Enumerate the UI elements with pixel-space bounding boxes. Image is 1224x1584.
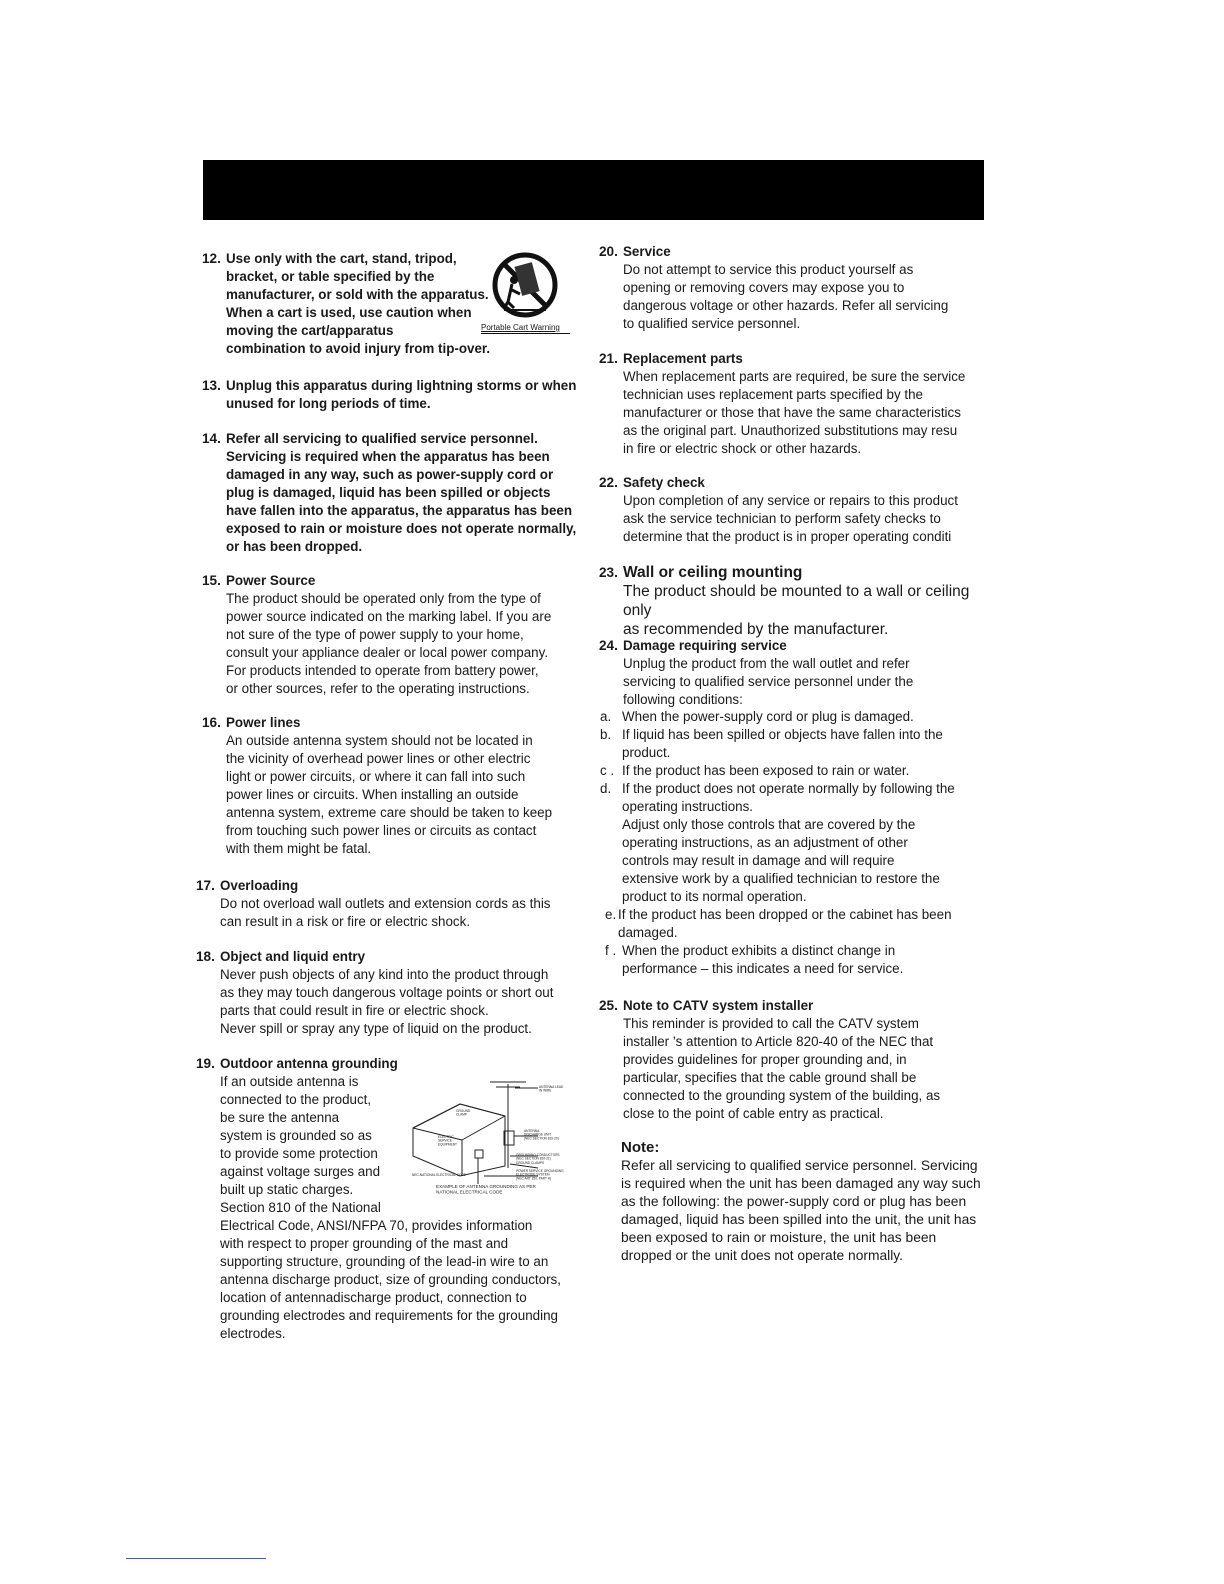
item-text: Electrical Code, ANSI/NFPA 70, provides information with respect to proper grounding of the mast and supporting structure, grounding of the lead-in wire to an antenna discharge product, size of grounding conductors, location of antennadischarge product, connection to grounding electrodes and requirements for the grounding electrodes. xyxy=(220,1218,561,1341)
note-text: Refer all servicing to qualified service personnel. Servicing is required when the unit has been damaged any way such as the following: the power-supply cord or plug has been damaged, liquid has been spilled into the unit, the unit has been exposed to rain or moisture, the unit has been dropped or the unit does not operate normally. xyxy=(621,1158,981,1263)
condition-f xyxy=(605,942,995,978)
item-text-wrap: If an outside antenna is connected to the product, be sure the antenna system is grounded so as to provide some protection against voltage surges and built up static charges. Section 810 of the National xyxy=(220,1074,381,1215)
item-text: Do not attempt to service this product yourself as opening or removing covers may expose you to dangerous voltage or other hazards. Refer all servicing to qualified service personnel. xyxy=(623,262,949,331)
caption-underline xyxy=(481,333,570,334)
item-text: Upon completion of any service or repairs to this product ask the service technician to perform safety checks to determine that the product is in proper operating conditi xyxy=(623,493,958,544)
item-title: Power Source xyxy=(226,573,316,588)
footer-rule xyxy=(126,1558,266,1559)
condition-a xyxy=(600,708,990,726)
item-25 xyxy=(599,997,989,1123)
label-lead-in: ANTENNA LEAD IN WIRE xyxy=(539,1085,564,1093)
condition-letter: d. xyxy=(600,781,612,796)
condition-text: If the product does not operate normally by following the operating instructions. Adjust only those controls that are covered by the operating instructions, as an adjustment of other controls may result in damage and will require extensive work by a qualified technician to restore the product to its normal operation. xyxy=(622,781,955,904)
item-17 xyxy=(196,877,586,931)
item-text: This reminder is provided to call the CATV system installer ’s attention to Article 820-40 of the NEC that provides guidelines for proper grounding and, in particular, specifies that the cable ground shall be connected to the grounding system of the building, as close to the point of cable entry as practical. xyxy=(623,1016,941,1121)
note xyxy=(621,1139,993,1265)
label-clamps: GROUND CLAMPS xyxy=(516,1161,545,1165)
antenna-grounding-diagram xyxy=(410,1076,585,1198)
label-service: ELECTRIC SERVICE EQUIPMENT xyxy=(438,1135,457,1147)
item-number: 19. xyxy=(196,1056,215,1071)
condition-letter: c . xyxy=(600,763,615,778)
item-24 xyxy=(599,637,989,709)
item-22 xyxy=(599,474,989,546)
label-clamp: GROUND CLAMP xyxy=(456,1109,471,1117)
item-number: 13. xyxy=(202,378,221,393)
item-text: Use only with the cart, stand, tripod, bracket, or table specified by the manufacturer, or sold with the apparatus. When a cart is used, use caution when moving the cart/apparatus combination to avoid injury from tip-over. xyxy=(226,251,491,356)
item-number: 17. xyxy=(196,878,215,893)
condition-text: When the power-supply cord or plug is damaged. xyxy=(622,709,914,724)
item-number: 24. xyxy=(599,638,618,653)
item-title: Object and liquid entry xyxy=(220,949,366,964)
note-title: Note: xyxy=(621,1139,660,1156)
item-text: When replacement parts are required, be sure the service technician uses replacement parts specified by the manufacturer or those that have the same characteristics as the original part. Unauthorized substitutions may resu in fire or electric shock or other hazards. xyxy=(623,369,966,456)
label-nec: NEC-NATIONAL ELECTRICAL CODE xyxy=(412,1173,466,1177)
condition-e xyxy=(605,906,995,942)
item-21 xyxy=(599,350,989,458)
item-13 xyxy=(202,377,592,413)
item-15 xyxy=(202,572,592,698)
item-text: The product should be mounted to a wall or ceiling only as recommended by the manufacturer. xyxy=(623,583,970,638)
condition-text: If the product has been dropped or the cabinet has been damaged. xyxy=(618,907,952,940)
condition-text: If the product has been exposed to rain or water. xyxy=(622,763,910,778)
condition-letter: e. xyxy=(605,907,617,922)
item-20 xyxy=(599,243,989,333)
item-23 xyxy=(599,563,989,639)
item-title: Outdoor antenna grounding xyxy=(220,1056,398,1071)
condition-letter: f . xyxy=(605,943,617,958)
item-12 xyxy=(202,250,502,358)
condition-text: When the product exhibits a distinct change in performance – this indicates a need for service. xyxy=(622,943,904,976)
item-title: Damage requiring service xyxy=(623,638,787,653)
item-18 xyxy=(196,948,586,1038)
label-discharge: ANTENNA DISCHARGE UNIT (NEC SECTION 810-20) xyxy=(524,1129,559,1141)
item-16 xyxy=(202,714,592,858)
item-number: 23. xyxy=(599,565,618,580)
item-title: Replacement parts xyxy=(623,351,743,366)
cart-warning-caption: Portable Cart Warning xyxy=(481,323,560,332)
label-conductors: GROUNDING CONDUCTORS (NEC SECTION 810-21) xyxy=(516,1153,560,1161)
header-bar xyxy=(203,160,984,220)
item-title: Note to CATV system installer xyxy=(623,998,814,1013)
label-electrode: POWER SERVICE GROUNDING ELECTRODE SYSTEM (NEC ART 250, PART H) xyxy=(516,1169,564,1181)
condition-d xyxy=(600,780,990,906)
item-text: Unplug this apparatus during lightning storms or when unused for long periods of time. xyxy=(226,378,577,411)
item-number: 15. xyxy=(202,573,221,588)
item-number: 14. xyxy=(202,431,221,446)
diagram-caption: EXAMPLE OF ANTENNA GROUNDING AS PER NATIONAL ELECTRICAL CODE xyxy=(436,1184,536,1195)
item-text: Do not overload wall outlets and extension cords as this can result in a risk or fire or electric shock. xyxy=(220,896,551,929)
item-number: 22. xyxy=(599,475,618,490)
item-title: Wall or ceiling mounting xyxy=(623,564,803,581)
item-title: Overloading xyxy=(220,878,299,893)
portable-cart-warning-icon xyxy=(490,250,560,320)
item-number: 25. xyxy=(599,998,618,1013)
item-14 xyxy=(202,430,592,556)
item-number: 20. xyxy=(599,244,618,259)
item-text: Refer all servicing to qualified service personnel. Servicing is required when the apparatus has been damaged in any way, such as power-supply cord or plug is damaged, liquid has been spilled or objects have fallen into the apparatus, the apparatus has been exposed to rain or moisture does not operate normally, or has been dropped. xyxy=(226,431,577,554)
condition-letter: b. xyxy=(600,727,612,742)
item-number: 16. xyxy=(202,715,221,730)
condition-c xyxy=(600,762,990,780)
item-text: The product should be operated only from the type of power source indicated on the marking label. If you are not sure of the type of power supply to your home, consult your appliance dealer or local power company. For products intended to operate from battery power, or other sources, refer to the operating instructions. xyxy=(226,591,552,696)
item-number: 12. xyxy=(202,251,221,266)
item-text: Unplug the product from the wall outlet and refer servicing to qualified service personnel under the following conditions: xyxy=(623,656,914,707)
item-text: Never push objects of any kind into the product through as they may touch dangerous voltage points or short out parts that could result in fire or electric shock. Never spill or spray any type of liquid on the product. xyxy=(220,967,554,1036)
item-number: 18. xyxy=(196,949,215,964)
condition-letter: a. xyxy=(600,709,612,724)
item-title: Power lines xyxy=(226,715,301,730)
condition-b xyxy=(600,726,990,762)
item-text: An outside antenna system should not be located in the vicinity of overhead power lines or other electric light or power circuits, or where it can fall into such power lines or circuits. When installing an outside antenna system, extreme care should be taken to keep from touching such power lines or circuits as contact with them might be fatal. xyxy=(226,733,553,856)
item-title: Safety check xyxy=(623,475,705,490)
item-number: 21. xyxy=(599,351,618,366)
item-title: Service xyxy=(623,244,671,259)
condition-text: If liquid has been spilled or objects have fallen into the product. xyxy=(622,727,943,760)
